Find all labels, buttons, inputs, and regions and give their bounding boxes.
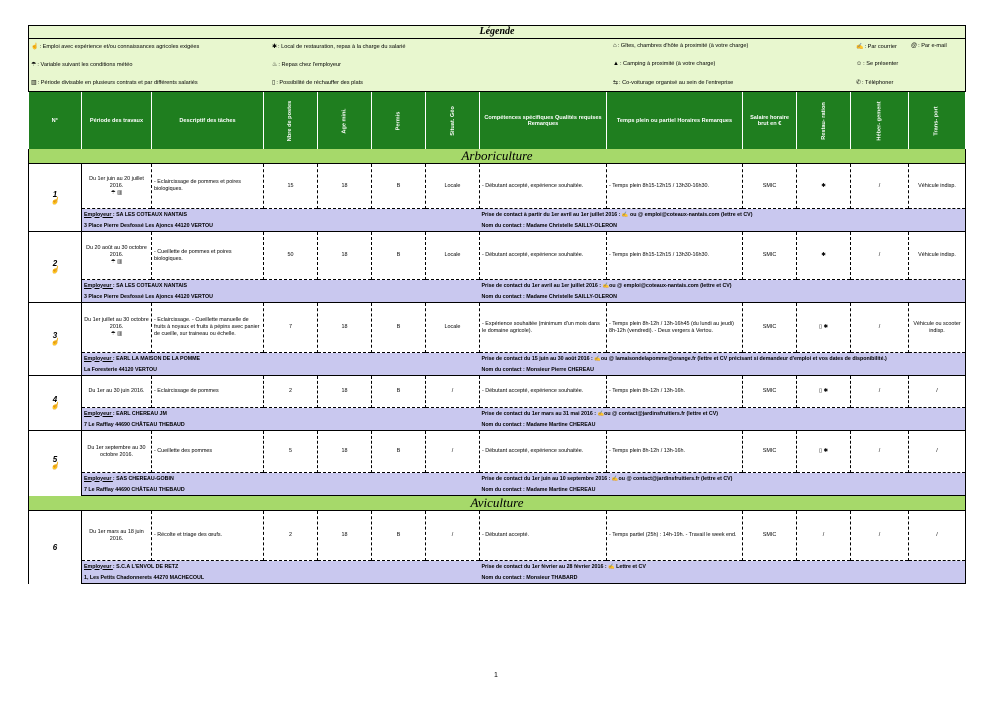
meal-icon: ♨ — [272, 62, 278, 68]
cell-age: 18 — [318, 376, 372, 408]
cell-situat: / — [426, 376, 480, 408]
table-row — [29, 376, 966, 408]
legend-item: ☂: Variable suivant les conditions météo — [31, 62, 133, 68]
cell-hebergement: / — [851, 511, 909, 561]
section-title-arboriculture: Arboriculture — [29, 149, 966, 164]
cell-descriptif: - Cueillette des pommes — [152, 431, 264, 473]
employer-address: 7 Le Rafflay 44690 CHÂTEAU THEBAUD — [82, 419, 480, 431]
cell-temps: - Temps plein 8h-12h / 13h-16h. — [607, 376, 743, 408]
row-number — [29, 303, 82, 376]
row-number-value: 2 — [52, 259, 58, 268]
periode-text: Du 20 août au 30 octobre 2016. — [86, 245, 147, 258]
cell-transport: / — [909, 376, 966, 408]
table-row — [29, 511, 966, 561]
cell-transport: / — [909, 431, 966, 473]
section-title-aviculture: Aviculture — [29, 496, 966, 511]
cell-restauration: ✱ — [797, 164, 851, 209]
legend-item: ♨: Repas chez l'employeur — [272, 62, 342, 68]
cell-hebergement: / — [851, 376, 909, 408]
cell-competences: - Débutant accepté, expérience souhaitée. — [480, 431, 607, 473]
weather-split-icons: ☂ ▥ — [110, 189, 123, 196]
cell-transport: Véhicule indisp. — [909, 164, 966, 209]
legend-item: ⌂: Gîtes, chambres d'hôte à proximité (à votre charge) — [613, 43, 749, 49]
section-row — [29, 496, 966, 511]
cell-hebergement: / — [851, 232, 909, 280]
cell-descriptif: - Récolte et triage des œufs. — [152, 511, 264, 561]
header-temps: Temps plein ou partiel Horaires Remarques — [607, 92, 743, 149]
employer-row — [29, 561, 966, 573]
hand-icon: ☝ — [50, 463, 60, 471]
header-descriptif: Descriptif des tâches — [152, 92, 264, 149]
hand-icon: ☝ — [31, 44, 39, 50]
cell-periode — [82, 376, 152, 408]
header-permis: Permis — [372, 92, 426, 149]
pen-icon: ✍ — [856, 44, 864, 50]
cell-periode — [82, 164, 152, 209]
legend-title: Légende — [28, 25, 966, 38]
employer-address: 3 Place Pierre Desfossé Les Ajoncs 44120 VERTOU — [82, 291, 480, 303]
cell-situat: Locale — [426, 164, 480, 209]
section-row — [29, 149, 966, 164]
employer-name: Employeur : SA LES COTEAUX NANTAIS — [82, 209, 480, 221]
cell-permis: B — [372, 303, 426, 353]
cell-age: 18 — [318, 232, 372, 280]
employer-row — [29, 353, 966, 365]
header-age: Age mini. — [318, 92, 372, 149]
periode-text: Du 1er mars au 18 juin 2016. — [89, 528, 144, 542]
cell-hebergement: / — [851, 164, 909, 209]
cell-age: 18 — [318, 431, 372, 473]
cell-situat: / — [426, 511, 480, 561]
cell-salaire: SMIC — [743, 164, 797, 209]
employer-address: La Foresterie 44120 VERTOU — [82, 364, 480, 376]
weather-split-icons: ☂ ▥ — [110, 331, 123, 337]
cell-restauration: ▯ ✱ — [797, 303, 851, 353]
contact-info: Prise de contact du 15 juin au 30 août 2016 : ✍ou @ lamaisondelapomme@orange.fr (lettre et CV précisant si demandeur d'emploi et vos dates de disponibilité.) — [480, 353, 966, 365]
phone-icon: ✆ — [856, 80, 862, 86]
cell-permis: B — [372, 511, 426, 561]
cell-temps: - Temps plein 8h15-12h15 / 13h30-16h30. — [607, 232, 743, 280]
cell-temps: - Temps plein 8h15-12h15 / 13h30-16h30. — [607, 164, 743, 209]
at-icon: @ — [911, 43, 918, 49]
cell-competences: - Débutant accepté, expérience souhaitée. — [480, 164, 607, 209]
cell-periode — [82, 232, 152, 280]
legend-item: @: Par e-mail — [911, 43, 947, 49]
table-row — [29, 232, 966, 280]
cell-periode — [82, 511, 152, 561]
cell-transport: / — [909, 511, 966, 561]
row-number — [29, 511, 82, 584]
employer-row — [29, 473, 966, 485]
cell-hebergement: / — [851, 303, 909, 353]
cell-salaire: SMIC — [743, 376, 797, 408]
employer-address-row — [29, 220, 966, 232]
header-competences: Compétences spécifiques Qualités requises Remarques — [480, 92, 607, 149]
header-situat: Situat. Géo — [426, 92, 480, 149]
header-hebergement: Héber- gement — [851, 92, 909, 149]
contact-name: Nom du contact : Monsieur Pierre CHEREAU — [480, 364, 966, 376]
cell-situat: / — [426, 431, 480, 473]
contact-info: Prise de contact du 1er février au 28 février 2016 : ✍ Lettre et CV — [480, 561, 966, 573]
employer-address-row — [29, 364, 966, 376]
offers-sheet — [28, 25, 966, 584]
legend-item: ✍: Par courrier — [856, 44, 897, 50]
house-icon: ⌂ — [613, 43, 617, 49]
contact-name: Nom du contact : Monsieur THABARD — [480, 572, 966, 584]
contact-info: Prise de contact du 1er juin au 10 septembre 2016 : ✍ou @ contact@jardinsfruitiers.fr (lettre et CV) — [480, 473, 966, 485]
legend-item: ✱: Local de restauration, repas à la charge du salarié — [272, 44, 406, 50]
hand-icon: ☝ — [50, 403, 60, 410]
cell-descriptif: - Eclaircissage de pommes et poires biologiques. — [152, 164, 264, 209]
tent-icon: ▲ — [613, 61, 619, 67]
row-number-value: 3 — [52, 331, 58, 340]
cell-situat: Locale — [426, 232, 480, 280]
cell-descriptif: - Cueillette de pommes et poires biologiques. — [152, 232, 264, 280]
cell-salaire: SMIC — [743, 431, 797, 473]
periode-text: Du 1er juin au 20 juillet 2016. — [89, 175, 144, 189]
header-salaire: Salaire horaire brut en € — [743, 92, 797, 149]
carpool-icon: ⇆ — [613, 80, 619, 86]
employer-address-row — [29, 419, 966, 431]
cell-competences: - Débutant accepté, expérience souhaitée. — [480, 376, 607, 408]
umbrella-icon: ☂ — [31, 62, 37, 68]
cell-periode — [82, 303, 152, 353]
row-number-value: 5 — [52, 455, 58, 465]
header-periode: Période des travaux — [82, 92, 152, 149]
cell-permis: B — [372, 431, 426, 473]
cell-temps: - Temps plein 8h-12h / 13h-16h45 (du lundi au jeudi) 8h-12h (vendredi). - Deux vergers à Vertou. — [607, 303, 743, 353]
cell-transport: Véhicule indisp. — [909, 232, 966, 280]
employer-row — [29, 280, 966, 292]
hand-icon: ☝ — [50, 267, 60, 274]
employer-name: Employeur : SAS CHEREAU-GOBIN — [82, 473, 480, 485]
employer-address: 7 Le Rafflay 44690 CHÂTEAU THEBAUD — [82, 484, 480, 496]
periode-text: Du 1er septembre au 30 octobre 2016. — [87, 444, 146, 458]
cell-age: 18 — [318, 303, 372, 353]
cell-descriptif: - Eclaircissage. - Cueillette manuelle de fruits à noyaux et fruits à pépins avec panier de cueille, sur traineau ou échelle. — [152, 303, 264, 353]
header-restauration: Restau- ration — [797, 92, 851, 149]
contact-name: Nom du contact : Madame Martine CHEREAU — [480, 419, 966, 431]
cell-competences: - Expérience souhaitée (minimum d'un mois dans le domaine agricole). — [480, 303, 607, 353]
cell-postes: 50 — [264, 232, 318, 280]
legend-item: ☝: Emploi avec expérience et/ou connaissances agricoles exigées — [31, 44, 200, 50]
cell-competences: - Débutant accepté. — [480, 511, 607, 561]
cell-age: 18 — [318, 164, 372, 209]
contact-info: Prise de contact du 1er avril au 1er juillet 2016 : ✍ou @ emploi@coteaux-nantais.com (lettre et CV) — [480, 280, 966, 292]
hand-icon: ☝ — [50, 197, 60, 205]
legend-item: ⇆: Co-voiturage organisé au sein de l'entreprise — [613, 80, 734, 86]
employer-name: Employeur : EARL LA MAISON DE LA POMME — [82, 353, 480, 365]
hand-icon: ☝ — [50, 339, 60, 346]
legend-item: ▯: Possibilité de réchauffer des plats — [272, 80, 363, 86]
employer-address-row — [29, 572, 966, 584]
legend-item: ☺: Se présenter — [856, 61, 899, 67]
cell-permis: B — [372, 232, 426, 280]
row-number-value: 1 — [52, 189, 58, 199]
cell-postes: 15 — [264, 164, 318, 209]
cell-postes: 2 — [264, 376, 318, 408]
weather-split-icons: ☂ ▥ — [110, 259, 123, 265]
employer-name: Employeur : S.C.A L'ENVOL DE RETZ — [82, 561, 480, 573]
employer-name: Employeur : SA LES COTEAUX NANTAIS — [82, 280, 480, 292]
row-number-value: 6 — [52, 542, 58, 552]
header-transport: Trans- port — [909, 92, 966, 149]
cell-postes: 7 — [264, 303, 318, 353]
employer-address-row — [29, 291, 966, 303]
periode-text: Du 1er juillet au 30 octobre 2016. — [84, 317, 149, 330]
row-number — [29, 431, 82, 496]
legend-item: ▲: Camping à proximité (à votre charge) — [613, 61, 716, 67]
legend-item: ✆: Téléphoner — [856, 80, 894, 86]
smiley-icon: ☺ — [856, 61, 863, 67]
cell-permis: B — [372, 376, 426, 408]
offers-table — [28, 92, 966, 584]
cell-situat: Locale — [426, 303, 480, 353]
cell-restauration: ✱ — [797, 232, 851, 280]
legend-item: ▥: Période divisable en plusieurs contrats et par différents salariés — [31, 80, 198, 86]
cell-postes: 5 — [264, 431, 318, 473]
cell-age: 18 — [318, 511, 372, 561]
header-num: N° — [29, 92, 82, 149]
cell-salaire: SMIC — [743, 232, 797, 280]
row-number — [29, 164, 82, 232]
cell-temps: - Temps partiel (25h) : 14h-19h. - Travail le week end. — [607, 511, 743, 561]
contact-info: Prise de contact à partir du 1er avril au 1er juillet 2016 : ✍ ou @ emploi@coteaux-nantais.com (lettre et CV) — [480, 209, 966, 221]
cell-restauration: ▯ ✱ — [797, 376, 851, 408]
heater-icon: ▯ — [272, 80, 276, 86]
page-number: 1 — [494, 672, 498, 679]
cell-temps: - Temps plein 8h-12h / 13h-16h. — [607, 431, 743, 473]
contact-name: Nom du contact : Madame Martine CHEREAU — [480, 484, 966, 496]
calendar-icon: ▥ — [31, 80, 37, 86]
row-number — [29, 232, 82, 303]
employer-row — [29, 209, 966, 221]
employer-address: 3 Place Pierre Desfossé Les Ajoncs 44120 VERTOU — [82, 220, 480, 232]
employer-address: 1, Les Petits Chadonnerets 44270 MACHECOUL — [82, 572, 480, 584]
table-row — [29, 431, 966, 473]
contact-name: Nom du contact : Madame Christelle SAILLY-OLERON — [480, 220, 966, 232]
employer-row — [29, 408, 966, 420]
restaurant-icon: ✱ — [272, 44, 278, 50]
cell-postes: 2 — [264, 511, 318, 561]
row-number-value: 4 — [52, 395, 58, 404]
legend-box — [28, 38, 966, 92]
periode-text: Du 1er au 30 juin 2016. — [88, 388, 145, 394]
row-number — [29, 376, 82, 431]
employer-name: Employeur : EARL CHEREAU JM — [82, 408, 480, 420]
table-row — [29, 164, 966, 209]
cell-descriptif: - Eclaircissage de pommes — [152, 376, 264, 408]
table-row — [29, 303, 966, 353]
cell-salaire: SMIC — [743, 303, 797, 353]
contact-info: Prise de contact du 1er mars au 31 mai 2016 : ✍ou @ contact@jardinsfruitiers.fr (lettre et CV) — [480, 408, 966, 420]
employer-address-row — [29, 484, 966, 496]
cell-transport: Véhicule ou scooter indisp. — [909, 303, 966, 353]
cell-competences: - Débutant accepté, expérience souhaitée. — [480, 232, 607, 280]
contact-name: Nom du contact : Madame Christelle SAILLY-OLERON — [480, 291, 966, 303]
cell-permis: B — [372, 164, 426, 209]
cell-restauration: / — [797, 511, 851, 561]
cell-hebergement: / — [851, 431, 909, 473]
header-postes: Nbre de postes — [264, 92, 318, 149]
table-header — [29, 92, 966, 149]
cell-restauration: ▯ ✱ — [797, 431, 851, 473]
cell-periode — [82, 431, 152, 473]
cell-salaire: SMIC — [743, 511, 797, 561]
